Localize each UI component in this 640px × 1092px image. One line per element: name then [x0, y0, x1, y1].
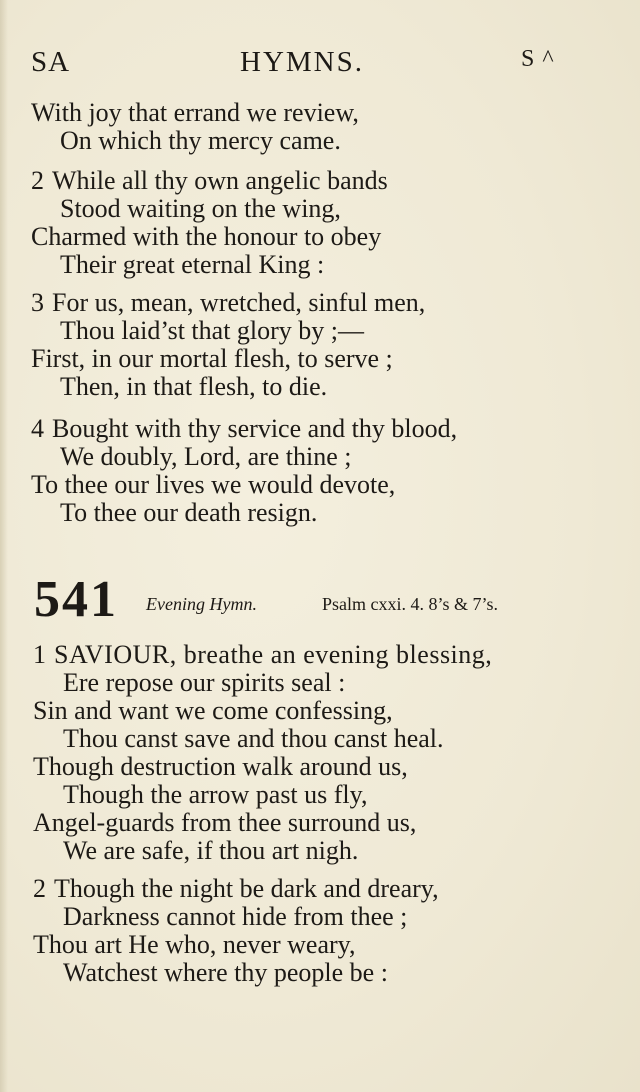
stanza-number: 1 [33, 640, 46, 669]
verse-line: Thou laid’st that glory by ;— [60, 316, 365, 345]
stanza-number: 2 [33, 874, 46, 903]
header-title: HYMNS. [240, 46, 364, 78]
verse-line: Stood waiting on the wing, [60, 194, 341, 223]
stanza-number: 3 [31, 288, 44, 317]
verse-line: Their great eternal King : [60, 250, 325, 279]
verse-line: On which thy mercy came. [60, 126, 341, 155]
verse-line: With joy that errand we review, [31, 98, 359, 127]
header-signature: SA [31, 46, 71, 78]
stanza-number: 2 [31, 166, 44, 195]
hymn-title: Evening Hymn. [146, 594, 257, 614]
verse-line: Though destruction walk around us, [33, 752, 408, 781]
page-gutter-shadow [0, 0, 8, 1092]
verse-line: Though the arrow past us fly, [63, 780, 368, 809]
verse-line: 2 While all thy own angelic bands [31, 166, 388, 195]
header-page-mark: S ^ [521, 46, 555, 72]
stanza-number: 4 [31, 414, 44, 443]
verse-line: First, in our mortal flesh, to serve ; [31, 344, 393, 373]
verse-line: Sin and want we come confessing, [33, 696, 393, 725]
verse-line: We are safe, if thou art nigh. [63, 836, 359, 865]
verse-line: Angel-guards from thee surround us, [33, 808, 417, 837]
verse-line: Darkness cannot hide from thee ; [63, 902, 408, 931]
verse-line: We doubly, Lord, are thine ; [60, 442, 352, 471]
verse-line: 4 Bought with thy service and thy blood, [31, 414, 458, 443]
verse-line: Thou art He who, never weary, [33, 930, 356, 959]
verse-line: Then, in that flesh, to die. [60, 372, 328, 401]
hymn-number: 541 [34, 571, 118, 628]
hymn-reference: Psalm cxxi. 4. 8’s & 7’s. [322, 594, 499, 614]
verse-line: 2 Though the night be dark and dreary, [33, 874, 439, 903]
verse-line: 1 SAVIOUR, breathe an evening blessing, [33, 640, 493, 669]
hymn-heading [34, 570, 614, 630]
running-header [0, 46, 640, 86]
verse-line: To thee our death resign. [60, 498, 318, 527]
verse-line: Thou canst save and thou canst heal. [63, 724, 444, 753]
verse-line: Watchest where thy people be : [63, 958, 388, 987]
verse-line: Charmed with the honour to obey [31, 222, 382, 251]
verse-line: 3 For us, mean, wretched, sinful men, [31, 288, 426, 317]
verse-line: Ere repose our spirits seal : [63, 668, 346, 697]
verse-line: To thee our lives we would devote, [31, 470, 396, 499]
